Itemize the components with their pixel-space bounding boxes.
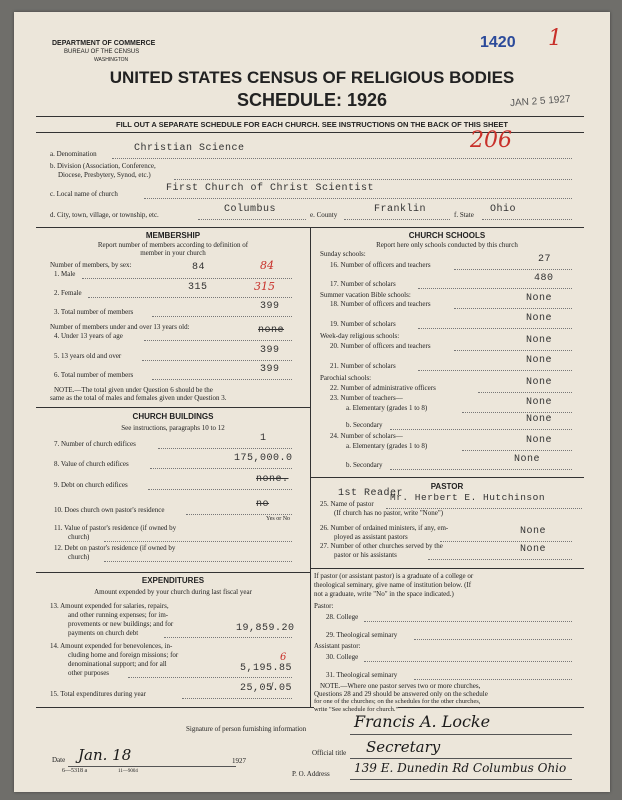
q14-red-correction: 6 <box>280 652 287 663</box>
sunday-label: Sunday schools: <box>320 250 366 258</box>
county-label: e. County <box>310 211 338 219</box>
city-value: Columbus <box>224 204 277 215</box>
q4-value: none <box>258 325 285 336</box>
q21-label: 21. Number of scholars <box>330 362 396 370</box>
division-label-2: Diocese, Presbytery, Synod, etc.) <box>58 171 151 179</box>
dept-label: DEPARTMENT OF COMMERCE <box>52 40 156 47</box>
q1-red-check: 84 <box>260 259 274 272</box>
pastor-note: NOTE.—Where one pastor serves two or more churches, <box>320 682 481 690</box>
by-sex-label: Number of members, by sex: <box>50 261 132 269</box>
q22-label: 22. Number of administrative officers <box>330 384 436 392</box>
q12-label-2: church) <box>68 553 90 561</box>
yes-no-hint: Yes or No <box>266 516 291 522</box>
pastor-note-2: Questions 28 and 29 should be answered only on the schedule <box>314 690 488 698</box>
signature-value: Francis A. Locke <box>354 712 491 731</box>
q14-value: 5,195.85 <box>240 663 293 674</box>
q20-label: 20. Number of officers and teachers <box>330 342 431 350</box>
age-intro: Number of members under and over 13 years old: <box>50 323 190 331</box>
q18-value: None <box>526 293 553 304</box>
denomination-label: a. Denomination <box>50 150 97 158</box>
pastor-sub-label: Pastor: <box>314 602 334 610</box>
weekday-label: Week-day religious schools: <box>320 332 400 340</box>
q7-value: 1 <box>260 433 267 444</box>
q30-label: 30. College <box>326 653 359 661</box>
local-name-label: c. Local name of church <box>50 190 118 198</box>
q15-value: 25,05̸.05 <box>240 683 293 694</box>
state-label: f. State <box>454 211 474 219</box>
q13-value: 19,859.20 <box>236 623 295 634</box>
q8-value: 175,000.0 <box>234 453 293 464</box>
membership-note-2: same as the total of males and females given under Question 3. <box>50 394 227 402</box>
q26-value: None <box>520 526 547 537</box>
q20-value: None <box>526 335 553 346</box>
q27-label-2: pastor or his assistants <box>334 551 397 559</box>
q26-label: 26. Number of ordained ministers, if any, em- <box>320 524 449 532</box>
q23b-label: b. Secondary <box>346 421 383 429</box>
date-label: Date <box>52 756 66 764</box>
date-value: Jan. 18 <box>78 746 132 764</box>
q3-value: 399 <box>260 301 280 312</box>
q9-label: 9. Debt on church edifices <box>54 481 128 489</box>
city-field-label: d. City, town, village, or township, etc. <box>50 211 159 219</box>
graduate-note: If pastor (or assistant pastor) is a graduate of a college or <box>314 572 474 580</box>
address-value: 139 E. Dunedin Rd Columbus Ohio <box>354 761 567 775</box>
q22-value: None <box>526 377 553 388</box>
buildings-heading: CHURCH BUILDINGS <box>132 412 214 421</box>
form-code: 6—5318 a <box>62 768 88 774</box>
state-value: Ohio <box>490 204 517 215</box>
local-name-value: First Church of Christ Scientist <box>166 183 375 194</box>
q13-label-3: provements or new buildings; and for <box>68 620 174 628</box>
q25-value: Mr. Herbert E. Hutchinson <box>390 492 546 503</box>
q15-label: 15. Total expenditures during year <box>50 690 146 698</box>
q17-label: 17. Number of scholars <box>330 280 396 288</box>
membership-intro: Report number of members according to definition of <box>97 241 249 249</box>
first-reader-note: 1st Reader <box>338 488 404 499</box>
q26-label-2: ployed as assistant pastors <box>334 533 408 541</box>
q7-label: 7. Number of church edifices <box>54 440 136 448</box>
q23b-value: None <box>526 414 553 425</box>
q23-label: 23. Number of teachers— <box>330 394 403 402</box>
q11-label: 11. Value of pastor's residence (if owned by <box>54 524 177 532</box>
denomination-value: Christian Science <box>134 143 245 154</box>
graduate-note-3: not a graduate, write "No" in the space indicated.) <box>314 590 454 598</box>
q3-label: 3. Total number of members <box>54 308 134 316</box>
q24-label: 24. Number of scholars— <box>330 432 403 440</box>
q24a-label: a. Elementary (grades 1 to 8) <box>346 442 428 450</box>
schools-heading: CHURCH SCHOOLS <box>408 231 486 240</box>
schools-intro: Report here only schools conducted by this church <box>376 241 518 249</box>
q19-value: None <box>526 313 553 324</box>
graduate-note-2: theological seminary, give name of institution below. (If <box>314 581 472 589</box>
q16-label: 16. Number of officers and teachers <box>330 261 431 269</box>
q10-value: no <box>256 499 270 510</box>
q19-label: 19. Number of scholars <box>330 320 396 328</box>
q24b-label: b. Secondary <box>346 461 383 469</box>
division-label: b. Division (Association, Conference, <box>50 162 156 170</box>
buildings-intro: See instructions, paragraphs 10 to 12 <box>121 424 225 432</box>
q1-label: 1. Male <box>54 270 76 278</box>
q1-value: 84 <box>192 262 206 273</box>
q23a-value: None <box>526 397 553 408</box>
expenditures-heading: EXPENDITURES <box>141 576 205 585</box>
print-code: 11—9004 <box>118 769 138 774</box>
signature-label: Signature of person furnishing information <box>186 725 307 733</box>
membership-heading: MEMBERSHIP <box>145 231 201 240</box>
official-title-label: Official title <box>312 749 347 757</box>
q21-value: None <box>526 355 553 366</box>
membership-note: NOTE.—The total given under Question 6 should be the <box>54 386 213 394</box>
date-year: 1927 <box>232 757 246 765</box>
q14-label-3: denominational support; and for all <box>68 660 167 668</box>
q8-label: 8. Value of church edifices <box>54 460 129 468</box>
pastor-note-3: for one of the churches; on the schedules for the other churches, <box>314 698 481 705</box>
census-schedule-form <box>14 12 610 792</box>
q16-value: 27 <box>538 254 552 265</box>
pastor-heading: PASTOR <box>430 482 464 491</box>
received-date-stamp: JAN 2 5 1927 <box>509 93 571 110</box>
q13-label: 13. Amount expended for salaries, repairs, <box>50 602 169 610</box>
bureau-label: BUREAU OF THE CENSUS <box>64 49 140 55</box>
q12-label: 12. Debt on pastor's residence (if owned by <box>54 544 176 552</box>
schedule-title: SCHEDULE: 1926 <box>236 90 388 110</box>
q2-label: 2. Female <box>54 289 82 297</box>
q5-label: 5. 13 years old and over <box>54 352 122 360</box>
red-code: 206 <box>470 128 512 153</box>
q24b-value: None <box>514 454 541 465</box>
q2-red-check: 315 <box>254 280 275 293</box>
form-number: 1420 <box>480 34 516 51</box>
address-label: P. O. Address <box>292 770 330 778</box>
q23a-label: a. Elementary (grades 1 to 8) <box>346 404 428 412</box>
q6-label: 6. Total number of members <box>54 371 134 379</box>
q18-label: 18. Number of officers and teachers <box>330 300 431 308</box>
county-value: Franklin <box>374 204 427 215</box>
q2-value: 315 <box>188 282 208 293</box>
q5-value: 399 <box>260 345 280 356</box>
form-title: UNITED STATES CENSUS OF RELIGIOUS BODIES <box>109 68 515 87</box>
q14-label-2: cluding home and foreign missions; for <box>68 651 179 659</box>
q25-hint: (If church has no pastor, write "None") <box>334 509 444 517</box>
q29-label: 29. Theological seminary <box>326 631 398 639</box>
expenditures-intro: Amount expended by your church during last fiscal year <box>94 588 252 596</box>
official-title-value: Secretary <box>366 738 441 756</box>
instruction-line: FILL OUT A SEPARATE SCHEDULE FOR EACH CHURCH. SEE INSTRUCTIONS ON THE BACK OF THIS SHEET <box>116 120 508 129</box>
q31-label: 31. Theological seminary <box>326 671 398 679</box>
pastor-note-4: write "See schedule for church." <box>314 706 399 713</box>
q14-label: 14. Amount expended for benevolences, in- <box>50 642 173 650</box>
q9-value: none. <box>256 474 289 485</box>
q14-label-4: other purposes <box>68 669 110 677</box>
q13-label-2: and other running expenses; for im- <box>68 611 169 619</box>
summer-label: Summer vacation Bible schools: <box>320 291 411 299</box>
q27-value: None <box>520 544 547 555</box>
q13-label-4: payments on church debt <box>68 629 139 637</box>
q28-label: 28. College <box>326 613 359 621</box>
red-check-mark: 1 <box>548 26 562 51</box>
assistant-sub-label: Assistant pastor: <box>314 642 361 650</box>
city-label: WASHINGTON <box>94 57 129 63</box>
q27-label: 27. Number of other churches served by the <box>320 542 443 550</box>
parochial-label: Parochial schools: <box>320 374 372 382</box>
q4-label: 4. Under 13 years of age <box>54 332 123 340</box>
q25-label: 25. Name of pastor <box>320 500 374 508</box>
q24a-value: None <box>526 435 553 446</box>
q17-value: 480 <box>534 273 554 284</box>
q6-value: 399 <box>260 364 280 375</box>
membership-intro-2: member in your church <box>140 249 206 257</box>
q11-label-2: church) <box>68 533 90 541</box>
q10-label: 10. Does church own pastor's residence <box>54 506 165 514</box>
